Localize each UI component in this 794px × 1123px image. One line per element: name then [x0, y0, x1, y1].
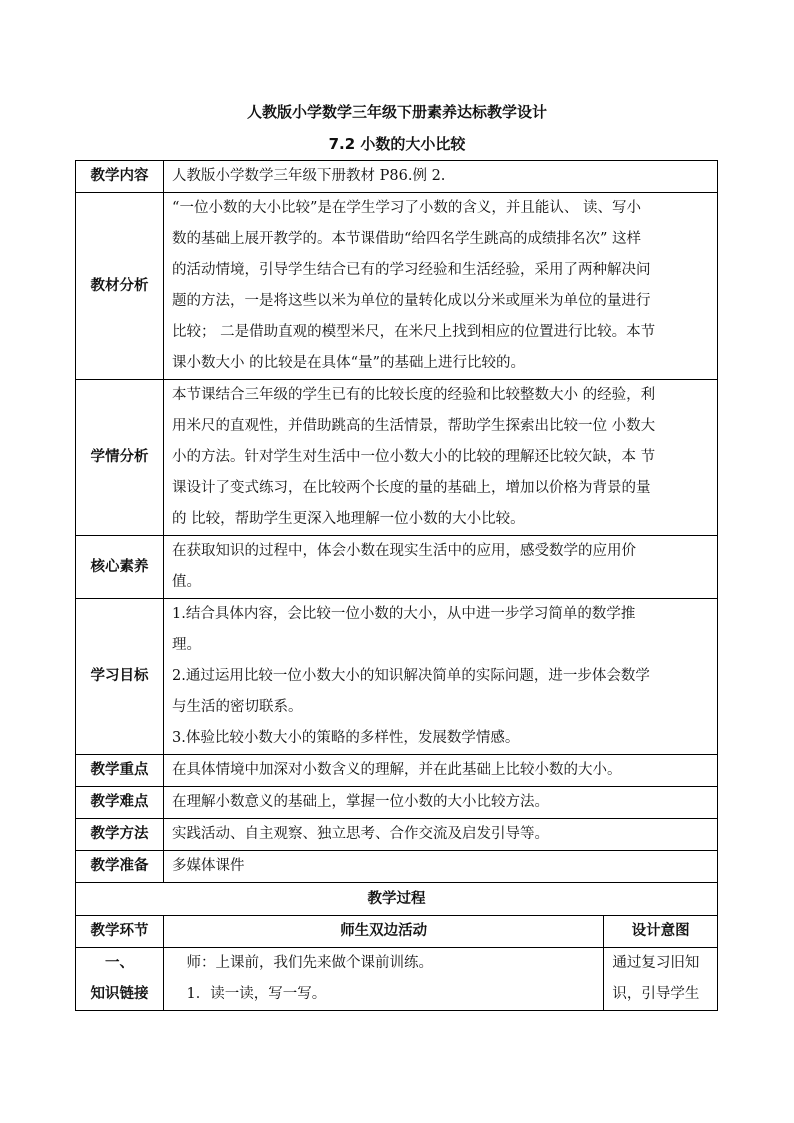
students-line: 的 比较，帮助学生更深入地理解一位小数的大小比较。: [172, 511, 525, 527]
row-process-first: [76, 948, 718, 1011]
stage-cell: [76, 948, 164, 1011]
label-literacy: 核心素养: [76, 536, 164, 599]
goals-line: 与生活的密切联系。: [172, 699, 303, 715]
header-intent: 设计意图: [604, 916, 718, 948]
intent-line: 识，引导学生: [612, 986, 700, 1002]
goals-line: 理。: [172, 637, 202, 653]
material-line: 题的方法，一是将这些以米为单位的量转化成以分米或厘米为单位的量进行: [172, 293, 651, 309]
students-line: 本节课结合三年级的学生已有的比较长度的经验和比较整数大小 的经验，利: [172, 387, 656, 403]
lesson-subtitle: 7.2 小数的大小比较: [328, 135, 466, 153]
text-method: 实践活动、自主观察、独立思考、合作交流及启发引导等。: [164, 819, 718, 851]
text-students: [164, 380, 718, 536]
lesson-plan-table: [75, 160, 718, 1011]
stage-line: 一、: [105, 955, 135, 971]
label-key: 教学重点: [76, 755, 164, 787]
text-material: [164, 193, 718, 380]
activity-cell: [164, 948, 604, 1011]
text-content: 人教版小学数学三年级下册教材 P86.例 2.: [164, 161, 718, 193]
label-material: 教材分析: [76, 193, 164, 380]
row-key: [76, 755, 718, 787]
text-key: 在具体情境中加深对小数含义的理解，并在此基础上比较小数的大小。: [164, 755, 718, 787]
text-goals: [164, 599, 718, 755]
text-literacy: [164, 536, 718, 599]
goals-line: 3.体验比较小数大小的策略的多样性，发展数学情感。: [172, 730, 520, 746]
label-goals: 学习目标: [76, 599, 164, 755]
material-line: 数的基础上展开教学的。本节课借助“给四名学生跳高的成绩排名次” 这样: [172, 231, 641, 247]
label-method: 教学方法: [76, 819, 164, 851]
row-content: [76, 161, 718, 193]
row-process-title: [76, 883, 718, 916]
header-activity: 师生双边活动: [164, 916, 604, 948]
row-goals: [76, 599, 718, 755]
activity-line: 师：上课前，我们先来做个课前训练。: [186, 955, 434, 971]
intent-line: 通过复习旧知: [612, 955, 700, 971]
row-prep: [76, 851, 718, 883]
goals-line: 2.通过运用比较一位小数大小的知识解决简单的实际问题，进一步体会数学: [172, 668, 650, 684]
literacy-line: 值。: [172, 574, 202, 590]
row-literacy: [76, 536, 718, 599]
row-process-headers: [76, 916, 718, 948]
material-line: 比较； 二是借助直观的模型米尺，在米尺上找到相应的位置进行比较。本节: [172, 324, 656, 340]
material-line: 课小数大小 的比较是在具体“量”的基础上进行比较的。: [172, 355, 525, 371]
students-line: 小的方法。针对学生对生活中一位小数大小的比较的理解还比较欠缺，本 节: [172, 449, 656, 465]
students-line: 用米尺的直观性，并借助跳高的生活情景，帮助学生探索出比较一位 小数大: [172, 418, 656, 434]
row-students: [76, 380, 718, 536]
literacy-line: 在获取知识的过程中，体会小数在现实生活中的应用，感受数学的应用价: [172, 543, 637, 559]
label-difficulty: 教学难点: [76, 787, 164, 819]
intent-cell: [604, 948, 718, 1011]
row-method: [76, 819, 718, 851]
document-title: 人教版小学数学三年级下册素养达标教学设计: [246, 103, 547, 121]
material-line: 的活动情境，引导学生结合已有的学习经验和生活经验，采用了两种解决问: [172, 262, 651, 278]
label-content: 教学内容: [76, 161, 164, 193]
row-material: [76, 193, 718, 380]
activity-line: 1．读一读，写一写。: [186, 986, 327, 1002]
row-difficulty: [76, 787, 718, 819]
process-title: 教学过程: [76, 883, 718, 916]
text-difficulty: 在理解小数意义的基础上，掌握一位小数的大小比较方法。: [164, 787, 718, 819]
label-prep: 教学准备: [76, 851, 164, 883]
students-line: 课设计了变式练习，在比较两个长度的量的基础上，增加以价格为背景的量: [172, 480, 651, 496]
label-students: 学情分析: [76, 380, 164, 536]
goals-line: 1.结合具体内容，会比较一位小数的大小，从中进一步学习简单的数学推: [172, 606, 636, 622]
text-prep: 多媒体课件: [164, 851, 718, 883]
header-stage: 教学环节: [76, 916, 164, 948]
material-line: “一位小数的大小比较”是在学生学习了小数的含义，并且能认、 读、写小: [172, 200, 641, 216]
stage-line: 知识链接: [90, 986, 149, 1002]
